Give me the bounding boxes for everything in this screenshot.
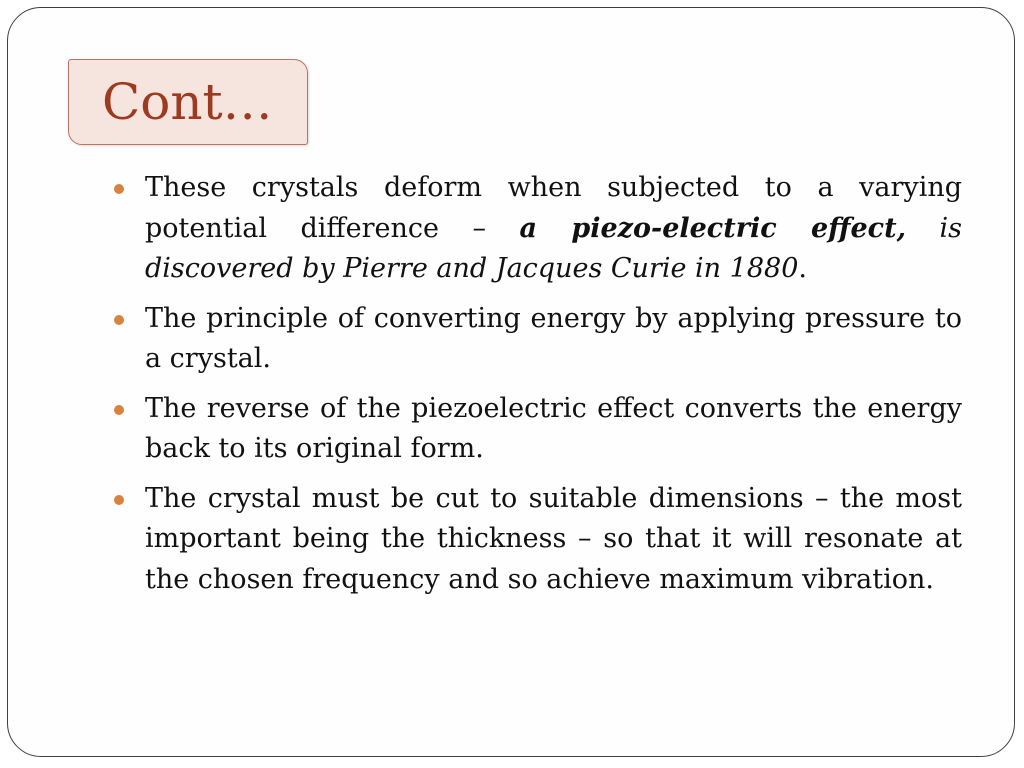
bullet-item	[114, 299, 962, 380]
slide-title: Cont…	[102, 73, 273, 131]
bullet-text: The crystal must be cut to suitable dimensions – the most important being the thickness – so that it will resonate at the chosen frequency and so achieve maximum vibration.	[145, 482, 962, 595]
bullet-marker-icon	[114, 315, 124, 325]
bullet-marker-icon	[114, 184, 124, 194]
emphasis-text: a piezo-electric effect,	[519, 212, 906, 244]
bullet-text: The reverse of the piezoelectric effect converts the energy back to its original form.	[145, 392, 962, 464]
bullet-item	[114, 168, 962, 290]
bullet-list	[114, 168, 962, 609]
italic-text: is discovered by Pierre and Jacques Curie in 1880	[145, 212, 962, 284]
bullet-item	[114, 479, 962, 601]
bullet-text: The principle of converting energy by applying pressure to a crystal.	[145, 302, 962, 374]
bullet-text: These crystals deform when subjected to a varying potential difference –	[145, 172, 962, 244]
bullet-text-end: .	[798, 253, 807, 284]
bullet-marker-icon	[114, 405, 124, 415]
bullet-marker-icon	[114, 495, 124, 505]
bullet-item	[114, 389, 962, 470]
